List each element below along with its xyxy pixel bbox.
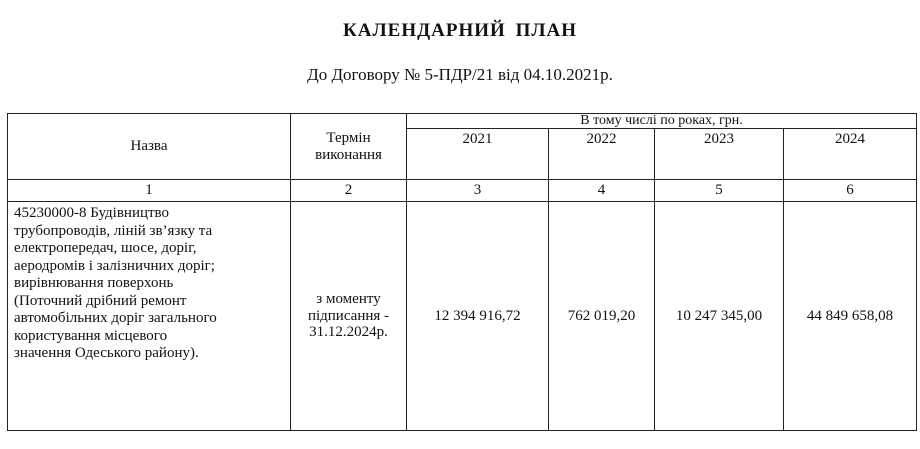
column-number: 6	[784, 180, 917, 202]
header-years-group: В тому числі по роках, грн.	[407, 114, 917, 129]
row-name-line: вирівнювання поверхонь	[14, 275, 174, 292]
column-number: 5	[655, 180, 784, 202]
column-number: 2	[291, 180, 407, 202]
document-title: КАЛЕНДАРНИЙ ПЛАН	[342, 20, 578, 41]
header-year-2021: 2021	[407, 129, 549, 180]
row-term-line: 31.12.2024р.	[309, 324, 388, 341]
row-name-line: користування місцевого	[14, 327, 168, 344]
amount-2024: 44 849 658,08	[784, 202, 917, 431]
header-term	[291, 114, 407, 180]
column-number: 4	[549, 180, 655, 202]
row-name	[8, 202, 291, 431]
header-term-line: виконання	[315, 146, 382, 163]
row-name-line: трубопроводів, ліній зв’язку та	[14, 222, 213, 239]
header-year-2022: 2022	[549, 129, 655, 180]
header-term-line: Термін	[326, 130, 371, 146]
column-number: 1	[8, 180, 291, 202]
column-number-row	[8, 180, 917, 202]
row-term-line: підписання -	[307, 307, 390, 324]
row-term-line: з моменту	[316, 291, 381, 308]
amount-2022: 762 019,20	[549, 202, 655, 431]
row-name-line: (Поточний дрібний ремонт	[14, 292, 187, 309]
row-name-line: автомобільних доріг загального	[14, 310, 217, 327]
header-year-2023: 2023	[655, 129, 784, 180]
amount-2023: 10 247 345,00	[655, 202, 784, 431]
table-row	[8, 202, 917, 431]
amount-2021: 12 394 916,72	[407, 202, 549, 431]
row-name-line: 45230000-8 Будівництво	[14, 205, 170, 221]
row-name-line: значення Одеського району).	[14, 345, 199, 362]
row-name-line: електропередач, шосе, доріг,	[14, 240, 197, 257]
column-number: 3	[407, 180, 549, 202]
header-name: Назва	[8, 114, 291, 180]
row-term	[291, 202, 407, 431]
header-year-2024: 2024	[784, 129, 917, 180]
header-row-group	[8, 114, 917, 129]
document-subtitle: До Договору № 5-ПДР/21 від 04.10.2021р.	[307, 65, 613, 84]
row-name-line: аеродромів і залізничних доріг;	[14, 257, 215, 274]
calendar-plan-table	[7, 113, 917, 431]
